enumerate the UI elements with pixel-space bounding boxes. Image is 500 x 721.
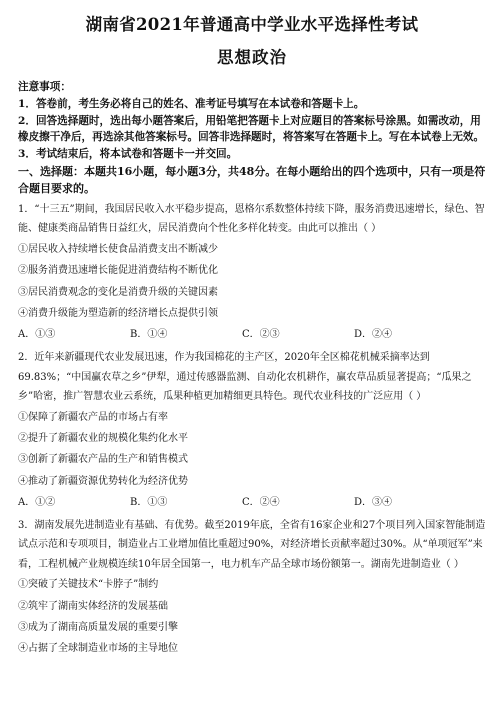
option-item: ③居民消费观念的变化是消费升级的关键因素 <box>18 286 218 298</box>
question-2 <box>18 348 486 407</box>
option-item: ④推动了新疆资源优势转化为经济优势 <box>18 475 188 487</box>
option-item: ④占据了全球制造业市场的主导地位 <box>18 643 178 655</box>
notice-block <box>18 79 486 163</box>
question-stem: 2．近年来新疆现代农业发展迅速，作为我国棉花的主产区，2020年全区棉花机械采摘率达到69.83%；“中国赢农草之乡”伊犁，通过传感器监测、自动化农机耕作，赢农草品质显著提高；“瓜果之乡”哈密，推广智慧农业云系统，瓜果种植更加精细更具特色。现代农业科技的广泛应用（ ） <box>18 352 472 403</box>
question-1 <box>18 200 486 239</box>
option-item: ②筑牢了湖南实体经济的发展基础 <box>18 600 168 612</box>
notice-item-3: 3．考试结束后，将本试卷和答题卡一并交回。 <box>18 148 238 161</box>
answer-choice-a: A．①③ <box>18 329 56 341</box>
option-item: ③创新了新疆农产品的生产和销售模式 <box>18 454 188 466</box>
exam-title: 湖南省2021年普通高中学业水平选择性考试 <box>85 15 419 34</box>
notice-item-2: 2．回答选择题时，选出每小题答案后，用铅笔把答题卡上对应题目的答案标号涂黑。如需改动，用橡皮擦干净后，再选涂其他答案标号。回答非选择题时，将答案写在答题卡上。写在本试卷上无效。 <box>18 114 485 144</box>
answer-choices <box>18 492 486 513</box>
exam-subject: 思想政治 <box>217 48 287 67</box>
notice-item-1: 1．答卷前，考生务必将自己的姓名、准考证号填写在本试卷和答题卡上。 <box>18 97 365 110</box>
option-item: ②提升了新疆农业的规模化集约化水平 <box>18 432 188 444</box>
question-stem: 3．湖南发展先进制造业有基础、有优势。截至2019年底，全省有16家企业和27个项目列入国家智能制造试点示范和专项项目，制造业占工业增加值比重超过90%，对经济增长贡献率超过30%。从“单项冠军”来看，工程机械产业规模连续10年居全国第一，电力机车产品全球市场份额第一。湖南先进制造业（ ） <box>18 519 486 570</box>
option-item: ①突破了关键技术“卡脖子”制约 <box>18 579 159 591</box>
option-item: ①保障了新疆农产品的市场占有率 <box>18 411 168 423</box>
answer-choices <box>18 324 486 345</box>
question-3 <box>18 516 486 575</box>
question-stem: 1．“十三五”期间，我国居民收入水平稳步提高，恩格尔系数整体持续下降，服务消费迅速增长，绿色、智能、健康类商品销售日益红火，居民消费向个性化多样化转变。由此可以推出（ ） <box>18 203 485 235</box>
answer-choice-a: A．①② <box>18 496 56 508</box>
answer-choice-b: B．①④ <box>130 329 168 341</box>
option-item: ③成为了湖南高质量发展的重要引擎 <box>18 621 178 633</box>
answer-choice-c: C．②③ <box>242 329 280 341</box>
answer-choice-b: B．①③ <box>130 496 168 508</box>
option-item: ②服务消费迅速增长能促进消费结构不断优化 <box>18 265 218 277</box>
answer-choice-d: D．③④ <box>354 496 393 508</box>
option-item: ④消费升级能为塑造新的经济增长点提供引领 <box>18 307 218 319</box>
notice-heading: 注意事项： <box>18 81 71 93</box>
option-item: ①居民收入持续增长使食品消费支出不断减少 <box>18 243 218 255</box>
answer-choice-d: D．②④ <box>354 329 393 341</box>
section-heading: 一、选择题：本题共16小题，每小题3分，共48分。在每小题给出的四个选项中，只有一项是符合题目要求的。 <box>18 164 486 195</box>
answer-choice-c: C．②④ <box>242 496 280 508</box>
